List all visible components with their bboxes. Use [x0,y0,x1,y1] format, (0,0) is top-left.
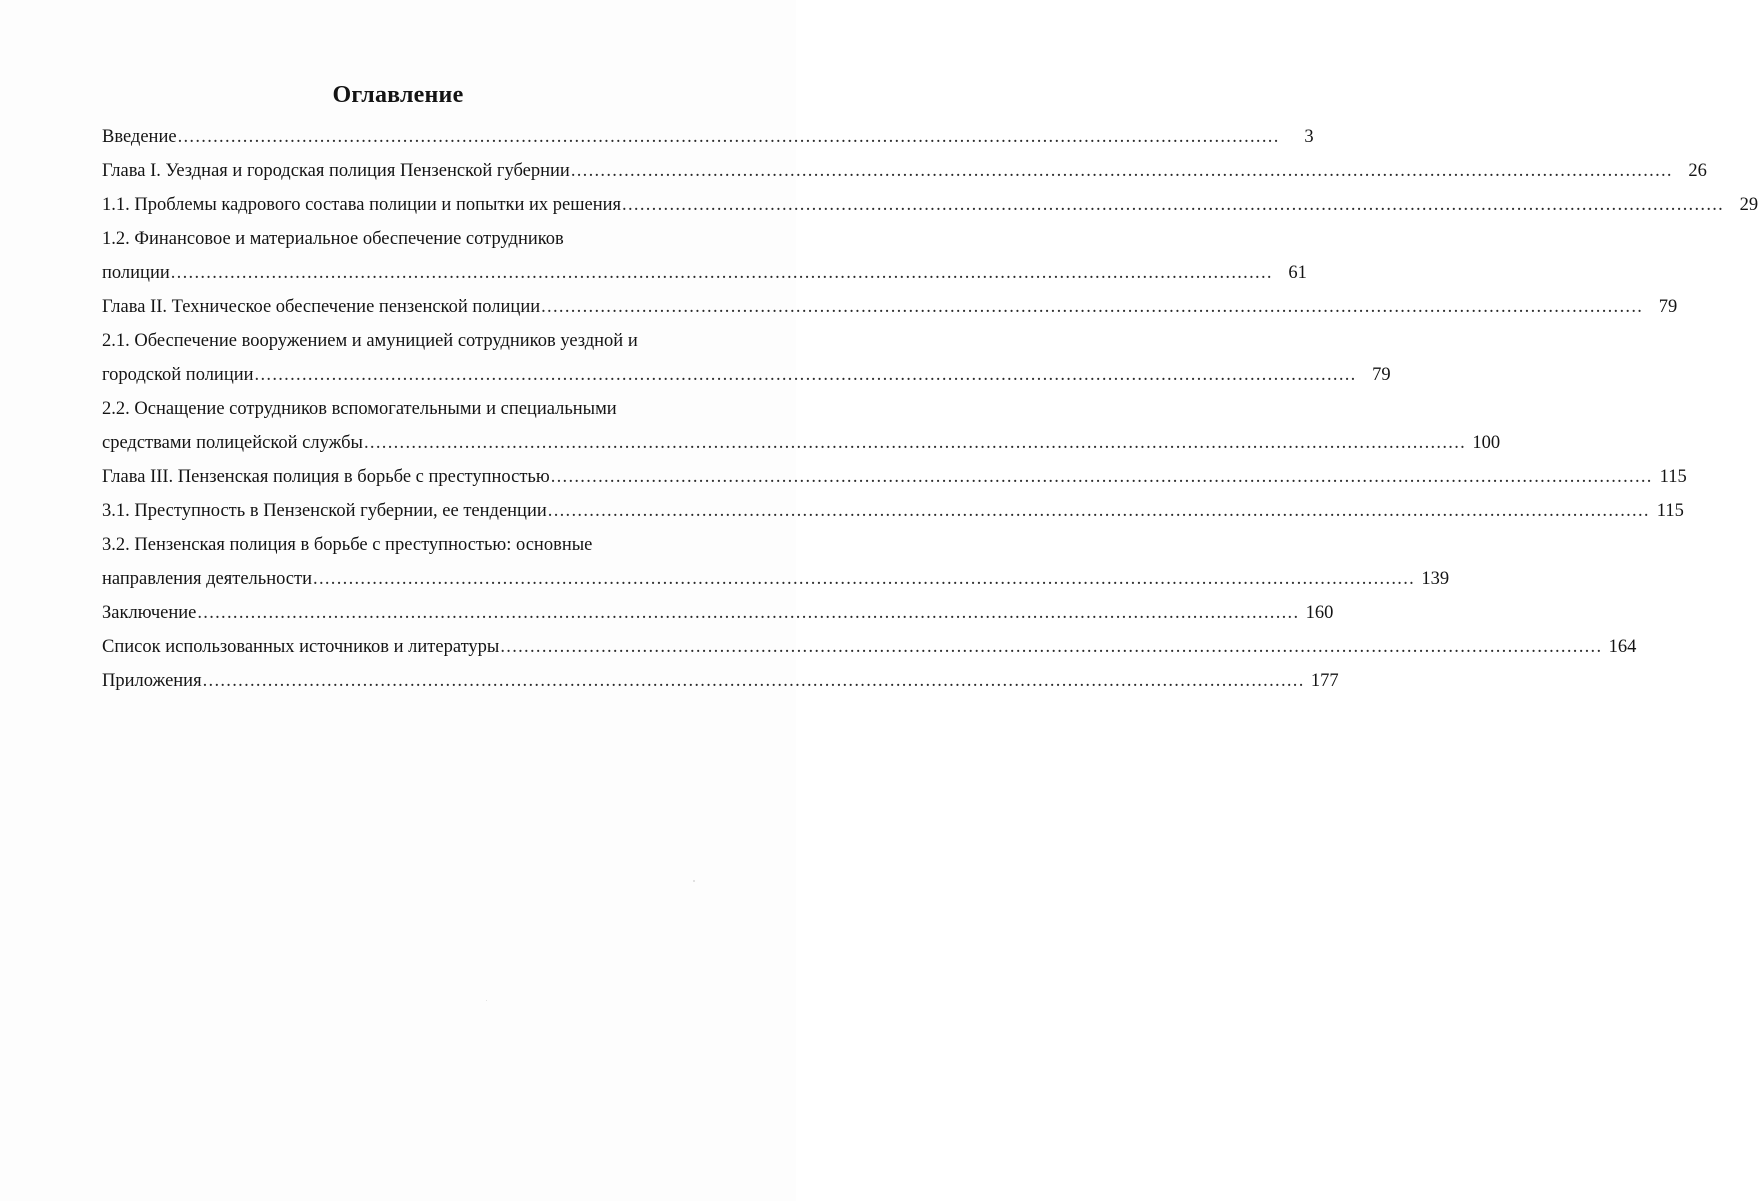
toc-entry [102,460,1687,494]
toc-entry-title: Глава I. Уездная и городская полиция Пензенской губернии [102,161,570,181]
toc-entry-row [102,188,1758,222]
dot-leader: .......................................................................................................................................................................................... [313,569,1416,589]
dot-leader: .......................................................................................................................................................................................... [364,433,1467,453]
toc-entry [102,222,1307,290]
toc-entry-line: 2.1. Обеспечение вооружением и амуницией сотрудников уездной и [102,331,638,351]
toc-entry-row [102,460,1687,494]
toc-entry-title: Список использованных источников и литературы [102,637,500,657]
dot-leader: .......................................................................................................................................................................................... [177,127,1280,147]
page-title: Оглавление [332,82,464,108]
toc-page-number: 3 [1304,127,1314,147]
toc-entry-row [102,494,1684,528]
toc-entry [102,528,1450,596]
dot-leader: .......................................................................................................................................................................................... [500,637,1603,657]
dot-leader: .......................................................................................................................................................................................... [170,263,1273,283]
toc-entry-row [102,154,1707,188]
toc-entry [102,324,1391,392]
toc-entry-row [102,358,1391,392]
toc-entry-title: Глава III. Пензенская полиция в борьбе с преступностью [102,467,550,487]
toc-page-number: 139 [1421,569,1450,589]
toc-entry-row [102,596,1334,630]
toc-entry-title: Введение [102,127,177,147]
dot-leader: .......................................................................................................................................................................................... [541,297,1644,317]
table-of-contents [102,120,1758,698]
toc-entry [102,392,1501,460]
toc-page-number: 115 [1656,501,1684,521]
toc-entry-title: Глава II. Техническое обеспечение пензенской полиции [102,297,541,317]
dot-leader: .......................................................................................................................................................................................... [197,603,1300,623]
dot-leader: .......................................................................................................................................................................................... [254,365,1357,385]
toc-entry-title: полиции [102,263,170,283]
toc-entry-title: направления деятельности [102,569,313,589]
toc-entry-title: средствами полицейской службы [102,433,363,453]
toc-entry-row [102,426,1501,460]
toc-entry-line: 2.2. Оснащение сотрудников вспомогательными и специальными [102,399,617,419]
toc-entry-title: городской полиции [102,365,254,385]
toc-entry [102,290,1678,324]
dot-leader: .......................................................................................................................................................................................... [570,161,1673,181]
toc-entry-row [102,630,1637,664]
toc-page-number: 26 [1688,161,1707,181]
toc-entry [102,120,1314,154]
toc-page-number: 29 [1739,195,1758,215]
toc-entry-row [102,664,1339,698]
toc-page-number: 160 [1305,603,1334,623]
toc-entry-row [102,290,1678,324]
toc-entry-row [102,256,1307,290]
dot-leader: .......................................................................................................................................................................................... [622,195,1725,215]
toc-entry-title: Приложения [102,671,202,691]
scan-speck [693,880,695,882]
toc-page-number: 164 [1608,637,1637,657]
toc-page-number: 177 [1310,671,1339,691]
toc-entry-line: 1.2. Финансовое и материальное обеспечение сотрудников [102,229,564,249]
dot-leader: .......................................................................................................................................................................................... [550,467,1653,487]
scan-speck [486,1000,487,1001]
toc-page-number: 79 [1372,365,1391,385]
toc-entry-title: 1.1. Проблемы кадрового состава полиции и попытки их решения [102,195,622,215]
toc-entry [102,664,1339,698]
toc-page-number: 100 [1472,433,1501,453]
toc-page-number: 61 [1288,263,1307,283]
toc-entry-title: 3.1. Преступность в Пензенской губернии, ее тенденции [102,501,547,521]
toc-page-number: 79 [1658,297,1678,317]
toc-entry [102,630,1637,664]
toc-entry [102,494,1684,528]
toc-entry-row [102,120,1314,154]
toc-entry [102,154,1707,188]
toc-page-number: 115 [1659,467,1687,487]
toc-entry [102,596,1334,630]
toc-entry-line: 3.2. Пензенская полиция в борьбе с преступностью: основные [102,535,593,555]
dot-leader: .......................................................................................................................................................................................... [202,671,1305,691]
toc-entry-row [102,562,1450,596]
toc-entry-title: Заключение [102,603,197,623]
dot-leader: .......................................................................................................................................................................................... [547,501,1650,521]
toc-entry [102,188,1758,222]
